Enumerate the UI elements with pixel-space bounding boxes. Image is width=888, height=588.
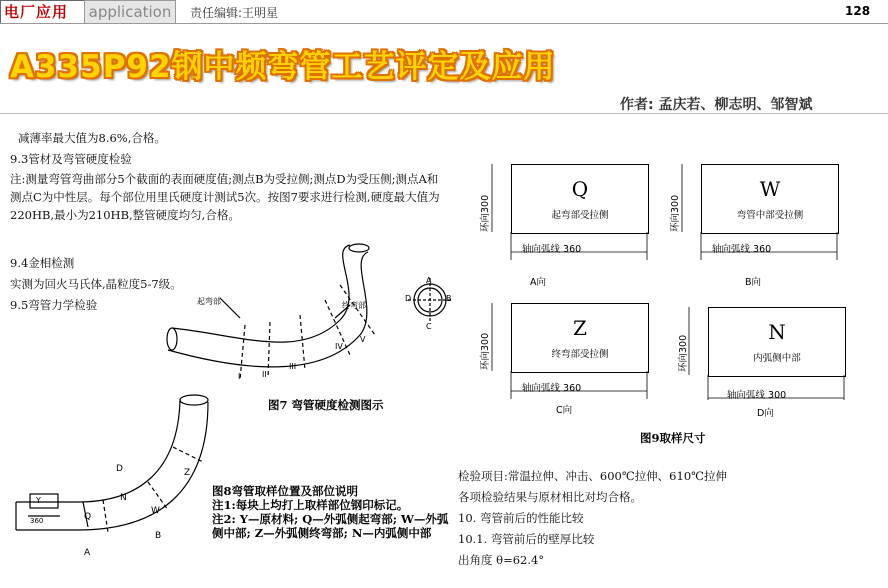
sample-letter: W [759, 177, 781, 201]
body-paragraph: 注:测量弯管弯曲部分5个截面的表面硬度值;测点B为受拉侧;测点D为受压侧;测点A和测点C为中性层。每个部位用里氏硬度计测试5次。按图7要求进行检测,硬度最大值为220HB,最小为210HB,整管硬度均匀,合格。 [10, 172, 440, 222]
figure9-dimension-lines [470, 160, 860, 400]
body-paragraph: 减薄率最大值为8.6%,合格。 [18, 131, 166, 145]
sample-letter: Z [573, 316, 587, 340]
page-number: 128 [845, 4, 871, 18]
sample-direction: B向 [745, 277, 762, 288]
figure7-point: D [405, 294, 412, 303]
title-divider [0, 113, 888, 114]
body-line: 出角度 θ=62.4° [458, 553, 545, 567]
figure8-label: D [116, 464, 123, 474]
figure7-start-label: 起弯部 [197, 297, 221, 306]
figure8-label: Q [84, 512, 92, 522]
sample-letter: Q [571, 177, 589, 201]
figure8-note-line: 注2: Y—原材料; Q—外弧侧起弯部; W—外弧侧中部; Z—外弧侧终弯部; N—内弧侧中部 [212, 512, 449, 540]
figure7-mark: I [238, 372, 241, 381]
figure8-diagram [8, 392, 213, 562]
sample-label: 起弯部受拉侧 [551, 210, 609, 221]
sample-length-dim: 轴向弧线 360 [522, 244, 582, 255]
body-paragraph: 实测为回火马氏体,晶粒度5-7级。 [10, 277, 182, 291]
header-divider [0, 23, 888, 24]
article-authors: 作者: 孟庆若、柳志明、邹智斌 [620, 97, 813, 113]
right-column-text [458, 466, 727, 571]
section-tag: application [84, 0, 176, 24]
sample-length-dim: 轴向弧线 360 [712, 244, 772, 255]
sample-letter: N [768, 320, 786, 344]
body-heading: 9.5弯管力学检验 [10, 298, 98, 312]
figure9-caption: 图9取样尺寸 [640, 431, 706, 445]
figure7-mark: III [289, 362, 297, 371]
sample-label: 内弧侧中部 [753, 353, 801, 364]
sample-direction: A向 [530, 277, 546, 288]
figure8-label: N [120, 493, 127, 503]
sample-height-dim: 环向300 [480, 194, 491, 232]
body-heading: 9.4金相检测 [10, 256, 75, 270]
sample-height-dim: 环向300 [480, 332, 491, 370]
sample-label: 终弯部受拉侧 [551, 349, 609, 360]
sample-length-dim: 轴向弧线 300 [727, 390, 787, 401]
sample-direction: C向 [556, 405, 573, 416]
figure8-note-line: 图8弯管取样位置及部位说明 [212, 484, 359, 498]
body-heading: 9.3管材及弯管硬度检验 [10, 152, 132, 166]
sample-height-dim: 环向300 [678, 334, 689, 372]
figure8-note-line: 注1:每块上均打上取样部位钢印标记。 [212, 498, 409, 512]
figure7-diagram [160, 240, 460, 390]
editor-credit: 责任编辑:王明星 [190, 6, 279, 20]
figure7-end-label: 终弯部 [342, 301, 366, 310]
sample-label: 弯管中部受拉侧 [736, 210, 804, 221]
body-line: 10.1. 弯管前后的壁厚比较 [458, 532, 595, 546]
body-line: 各项检验结果与原材相比对均合格。 [458, 490, 642, 504]
figure8-dim: 360 [30, 517, 44, 525]
figure7-mark: II [262, 370, 267, 379]
figure8-note [212, 484, 452, 540]
article-title: A335P92钢中频弯管工艺评定及应用 [10, 49, 556, 85]
figure7-point: A [426, 276, 432, 285]
figure7-mark: V [360, 335, 366, 344]
figure7-point: B [446, 294, 452, 303]
body-line: 10. 弯管前后的性能比较 [458, 511, 584, 525]
sample-height-dim: 环向300 [670, 194, 681, 232]
body-line: 检验项目:常温拉伸、冲击、600℃拉伸、610℃拉伸 [458, 469, 728, 483]
figure7-point: C [426, 322, 432, 331]
figure8-label: Y [36, 496, 41, 505]
sample-length-dim: 轴向弧线 360 [522, 383, 582, 394]
figure8-label: B [155, 531, 162, 541]
figure7-caption: 图7 弯管硬度检测图示 [268, 398, 384, 412]
sample-direction: D向 [757, 408, 774, 419]
figure8-label: Z [184, 468, 191, 478]
section-name: 电厂应用 [4, 3, 69, 21]
figure8-label: A [84, 548, 91, 558]
figure7-mark: IV [335, 342, 343, 351]
figure8-label: W [151, 506, 160, 516]
